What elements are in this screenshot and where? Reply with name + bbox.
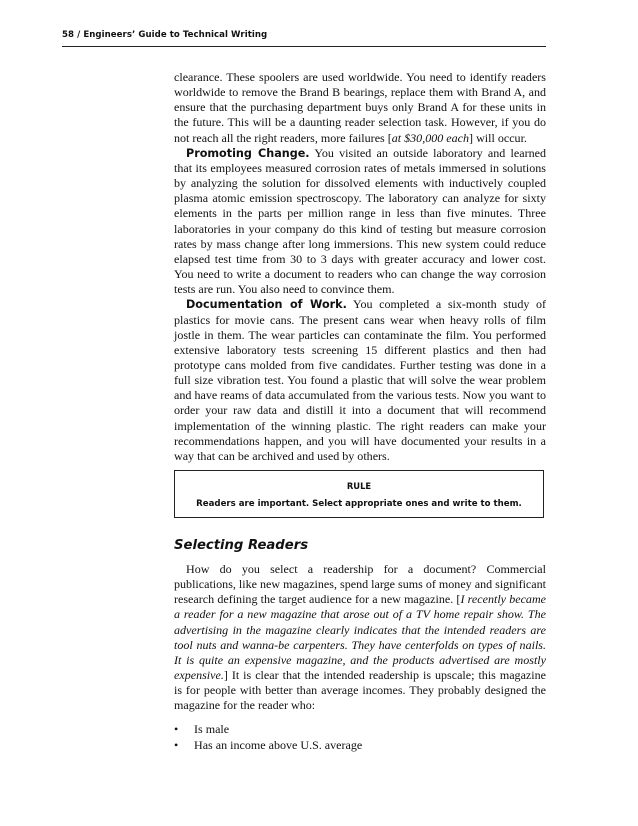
paragraph-documentation-text: You completed a six-month study of plastics for movie cans. The present cans wear when heavy rolls of film jostle in them. The wear particles can contaminate the film. You performed extensive laboratory tests screening 15 different plastics and then had prototype cans molded from five candidates. Further testing was done in a full size vibration test. You found a plastic that will solve the wear problem and have reams of data accumulated from the various tests. Now you want to order your raw data and distill it into a document that will recommend implementation of the winning plastic. The right readers can make your recommendations happen, and you will have documented your results in a way that can be archived and used by others. — [174, 297, 546, 463]
paragraph-selecting-readers — [174, 562, 546, 714]
section-heading: Selecting Readers — [174, 538, 309, 553]
body-text-top — [174, 70, 546, 464]
reader-bullet-list — [174, 722, 546, 753]
bullet-icon: • — [174, 722, 179, 736]
paragraph-spoolers-end: ] will occur. — [469, 130, 527, 145]
rule-box-text: Readers are important. Select appropriate ones and write to them. — [196, 499, 522, 509]
run-in-heading-documentation: Documentation of Work. — [186, 298, 347, 312]
run-in-heading-promoting-change: Promoting Change. — [186, 146, 310, 160]
paragraph-spoolers — [174, 70, 546, 146]
cost-note: at $30,000 each — [391, 130, 470, 145]
list-item-text: Has an income above U.S. average — [194, 737, 363, 752]
magazine-anecdote: I recently became a reader for a new magazine that arose out of a TV home repair show. The advertising in the magazine clearly indicates that the intended readers are tool nuts and wanna-be carpenters. They have centerfolds on types of nails. It is quite an expensive magazine, and the products advertised are mostly expensive. — [174, 592, 547, 683]
paragraph-selecting-readers-text: How do you select a readership for a document? Commercial publications, like new magazines, spend large sums of money and significant research defining the target audience for a new magazine. [ — [174, 562, 546, 607]
rule-box-title: RULE — [346, 481, 372, 491]
paragraph-documentation — [174, 297, 546, 464]
bullet-icon: • — [174, 737, 179, 752]
running-head: 58 / Engineers’ Guide to Technical Writing — [62, 30, 268, 40]
list-item-text: Is male — [194, 722, 230, 736]
header-rule — [62, 46, 546, 47]
paragraph-promoting-change-text: You visited an outside laboratory and learned that its employees measured corrosion rates of metals immersed in solutions by analyzing the solution for dissolved elements with inductively coupled plasma atomic emission spectroscopy. The laboratory can analyze for sixty elements in the parts per million range in less than five minutes. Three laboratories in your company do this kind of testing but measure corrosion rates by mass change after long immersions. This new system could reduce elapsed test time from 30 to 3 days with greater accuracy and lower cost. You need to write a document to readers who can change the way corrosion tests are run. You also need to convince them. — [174, 145, 546, 297]
paragraph-promoting-change — [174, 146, 546, 298]
paragraph-spoolers-text: clearance. These spoolers are used worldwide. You need to identify readers worldwide to remove the Brand B bearings, replace them with Brand A, and ensure that the purchasing department buys only Brand A for these units in the future. This will be a daunting reader selection task. However, if you do not reach all the right readers, more failures [ — [174, 70, 546, 145]
list-item — [174, 722, 546, 738]
list-item — [174, 738, 546, 754]
body-text-bottom — [174, 562, 546, 714]
rule-box — [174, 470, 544, 518]
paragraph-selecting-readers-end: ] It is clear that the intended readership is upscale; this magazine is for people with better than average incomes. They probably designed the magazine for the reader who: — [174, 668, 546, 713]
